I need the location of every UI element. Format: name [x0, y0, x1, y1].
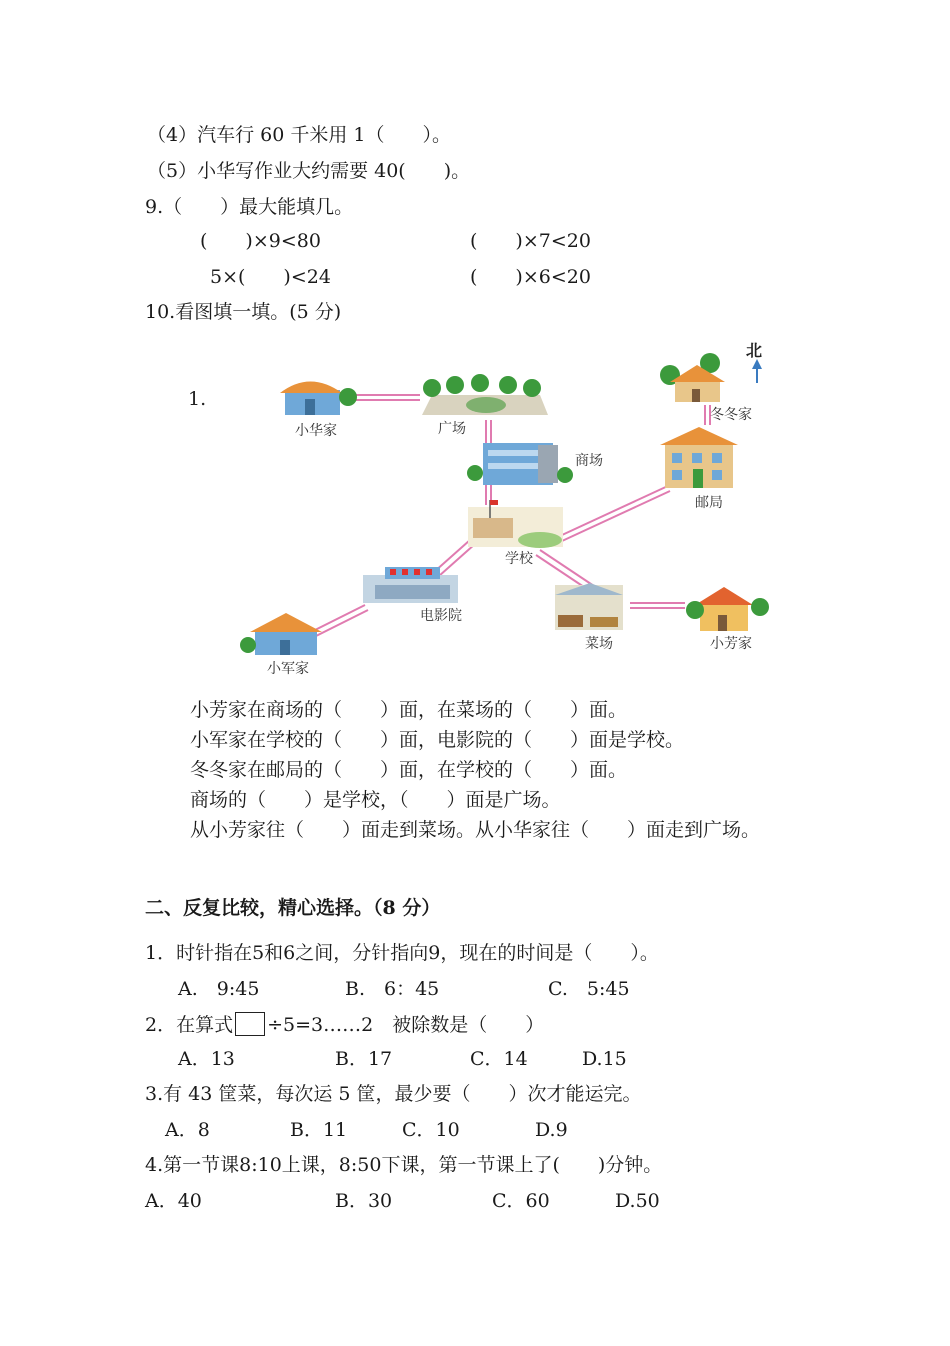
section2-title: 二、反复比较，精心选择。（8 分） [145, 897, 441, 919]
label-shangchang: 商场 [575, 453, 603, 469]
plaza-icon [422, 374, 548, 415]
s2-q1-option-c: C. 5:45 [548, 978, 630, 1000]
s2-q3-option-c: C．10 [402, 1119, 460, 1141]
s2-q4-option-a: A．40 [145, 1190, 202, 1212]
s2-q1-text: 1．时针指在5和6之间，分针指向9，现在的时间是（ ）。 [145, 942, 659, 964]
s2-q4-option-c: C．60 [492, 1190, 550, 1212]
s2-q3-option-b: B．11 [290, 1119, 348, 1141]
q10-sentence-3: 冬冬家在邮局的（ ）面，在学校的（ ）面。 [190, 759, 628, 781]
label-caichang: 菜场 [585, 636, 613, 652]
s2-q2-option-c: C．14 [470, 1048, 528, 1070]
s2-q2-text [145, 1012, 544, 1040]
north-label: 北 [746, 341, 763, 360]
post-office-icon [660, 427, 738, 488]
label-xiaofang: 小芳家 [710, 636, 752, 652]
xiaofang-house-icon [686, 587, 769, 631]
q9-row1-left: ( )×9<80 [200, 230, 321, 252]
map-item-number: 1. [188, 388, 207, 410]
s2-q2-option-b: B．17 [335, 1048, 393, 1070]
s2-q3-option-a: A．8 [165, 1119, 210, 1141]
dividend-blank-box [235, 1012, 265, 1036]
xiaojun-house-icon [240, 613, 322, 655]
q9-row1-right: ( )×7<20 [470, 230, 591, 252]
route-map [170, 335, 810, 685]
q10-sentence-2: 小军家在学校的（ ）面，电影院的（ ）面是学校。 [190, 729, 685, 751]
q8-item-4: （4）汽车行 60 千米用 1（ ）。 [147, 124, 451, 146]
label-xiaohua: 小华家 [295, 423, 337, 439]
s2-q4-text: 4.第一节课8:10上课，8:50下课，第一节课上了( )分钟。 [145, 1154, 663, 1176]
s2-q4-option-b: B．30 [335, 1190, 393, 1212]
s2-q1-option-b: B. 6：45 [345, 978, 440, 1000]
label-xiaojun: 小军家 [267, 661, 309, 677]
q10-sentence-4: 商场的（ ）是学校，（ ）面是广场。 [190, 789, 561, 811]
q10-sentence-5: 从小芳家往（ ）面走到菜场。从小华家往（ ）面走到广场。 [190, 819, 761, 841]
mall-icon [467, 443, 573, 485]
s2-q2-option-d: D.15 [582, 1048, 627, 1070]
s2-q2-option-a: A．13 [178, 1048, 235, 1070]
q10-sentence-1: 小芳家在商场的（ ）面，在菜场的（ ）面。 [190, 699, 628, 721]
s2-q3-option-d: D.9 [535, 1119, 568, 1141]
s2-q2-suffix: ÷5=3……2 被除数是（ ） [267, 1014, 545, 1036]
q9-row2-right: ( )×6<20 [470, 266, 591, 288]
q9-title: 9.（ ）最大能填几。 [145, 196, 354, 218]
north-arrow-icon [752, 359, 762, 383]
dongdong-house-icon [660, 353, 725, 402]
q8-item-5: （5）小华写作业大约需要 40( )。 [147, 160, 471, 182]
s2-q4-option-d: D.50 [615, 1190, 660, 1212]
school-icon [468, 500, 563, 548]
xiaohua-house-icon [280, 382, 357, 416]
label-dongdong: 冬冬家 [710, 407, 752, 423]
label-xuexiao: 学校 [505, 551, 533, 567]
q10-title: 10.看图填一填。(5 分) [145, 301, 342, 323]
vegetable-market-icon [555, 583, 623, 630]
label-youju: 邮局 [695, 495, 723, 511]
s2-q3-text: 3.有 43 筐菜，每次运 5 筐，最少要（ ）次才能运完。 [145, 1083, 642, 1105]
label-dianyingyuan: 电影院 [420, 608, 462, 624]
q9-row2-left: 5×( )<24 [210, 266, 331, 288]
s2-q1-option-a: A. 9:45 [178, 978, 260, 1000]
s2-q2-prefix: 2．在算式 [145, 1014, 234, 1036]
label-guangchang: 广场 [438, 421, 466, 437]
